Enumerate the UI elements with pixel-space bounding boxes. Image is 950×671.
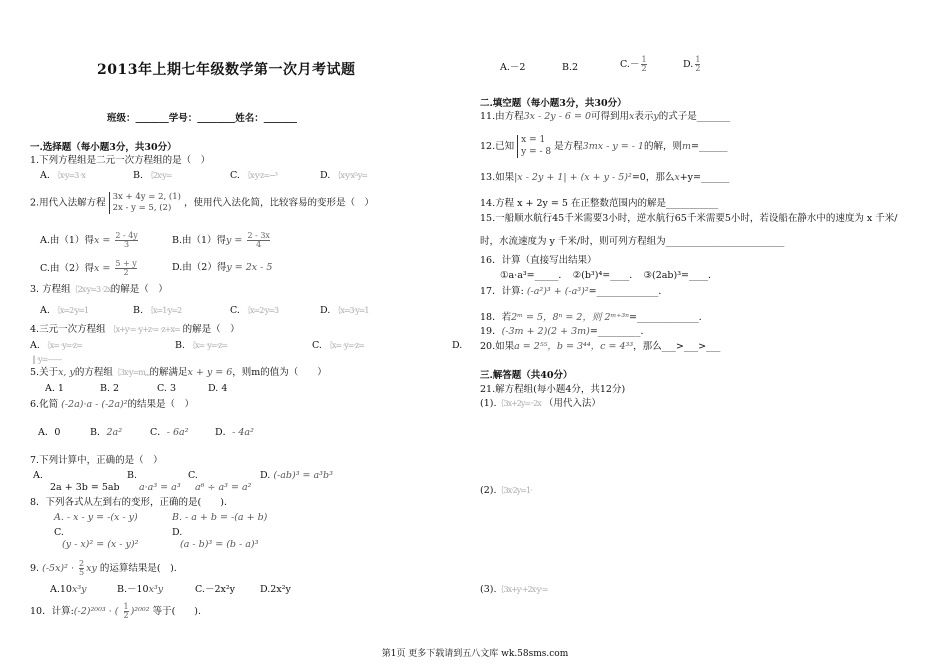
question-11: 11.由方程3x - 2y - 6 = 0可得到用x表示y的式子是_______ xyxy=(480,111,731,122)
q3-option-b: B. ｛x=1·y=2 xyxy=(133,305,182,316)
question-16-items: ①a·a³=_____． ②(b³)⁴=____． ③(2ab)³=____． xyxy=(500,270,718,281)
q3-option-c: C. ｛x=2·y=3 xyxy=(230,305,279,316)
q7-option-a: A. 2a + 3b = 5ab xyxy=(33,470,120,493)
q5-option-c: C. 3 xyxy=(157,383,177,394)
q7-option-b: B. a·a³ = a³ xyxy=(127,470,181,493)
q5-option-d: D. 4 xyxy=(208,383,228,394)
question-20: 20.如果a = 2⁵⁵，b = 3⁴⁴，c = 4³³，那么___>___>___ xyxy=(480,341,721,352)
q6-option-a: A．0 xyxy=(38,427,61,438)
section-1-heading: 一.选择题（每小题3分，共30分） xyxy=(30,142,177,153)
question-16: 16．计算（直接写出结果） xyxy=(480,255,597,266)
student-info: 班级：_______学号：________姓名：_______ xyxy=(107,113,298,124)
q10-option-c: C.－ $\frac{1}{2}$ xyxy=(620,55,647,73)
q7-option-c: C. a⁶ ÷ a³ = a² xyxy=(188,470,252,493)
question-21: 21.解方程组(每小题4分，共12分) xyxy=(480,384,626,395)
question-5: 5.关于x, y的方程组｛3x·y=m,,,的解满足x + y = 6，则m的值为（ ） xyxy=(30,367,327,378)
question-15-line-1: 15.一船顺水航行45千米需要3小时，逆水航行65千米需要5小时，若设船在静水中的速度为 x 千米/ xyxy=(480,213,898,224)
q3-option-d: D. ｛x=3·y=1 xyxy=(320,305,369,316)
q1-option-d: D. ｛x·y·x²·y= xyxy=(320,170,367,181)
question-1: 1.下列方程组是二元一次方程组的是（ ） xyxy=(30,155,211,166)
q5-option-a: A. 1 xyxy=(45,383,64,394)
question-10: 10．计算:(-2)²⁰⁰³ · ( $\frac{1}{2}$ )²⁰⁰² 等于( ). xyxy=(30,602,202,620)
question-21-3: (3).｛3x+y·+2x·y·= xyxy=(480,584,548,595)
question-18: 18．若2ᵐ = 5，8ⁿ = 2，则 2ᵐ⁺³ⁿ=_____________． xyxy=(480,312,709,323)
question-13: 13.如果|x - 2y + 1| + (x + y - 5)²=0，那么x+y=______ xyxy=(480,172,730,183)
q4-option-d: D. xyxy=(452,340,463,351)
question-21-1: (1).｛3x+2y=··2x （用代入法） xyxy=(480,398,601,409)
q4-option-a: A. ｛x= ·y=·z= xyxy=(30,340,82,351)
question-17: 17．计算: (-a²)³ + (-a³)²=_____________． xyxy=(480,286,668,297)
q8-option-d: D. (a - b)³ = (b - a)³ xyxy=(172,527,259,550)
q10-option-d: D. $\frac{1}{2}$ xyxy=(683,55,701,73)
question-14: 14.方程 x + 2y = 5 在正整数范围内的解是___________ xyxy=(480,198,719,209)
q6-option-b: B．2a² xyxy=(90,427,123,438)
section-2-heading: 二.填空题（每小题3分，共30分） xyxy=(480,98,627,109)
q9-option-d: D.2x²y xyxy=(260,584,291,595)
question-2: 2.用代入法解方程 3x + 4y = 2, (1) 2x - y = 5, (2) ，使用代入法化简，比较容易的变形是（ ） xyxy=(30,192,374,214)
q3-option-a: A. ｛x=2·y=1 xyxy=(40,305,89,316)
q8-option-c: C. (y - x)² = (x - y)² xyxy=(54,527,139,550)
question-12: 12.已知 x = 1 y = - 8 是方程3mx - y = - 1的解，则m=______ xyxy=(480,135,728,157)
question-3: 3. 方程组｛2x·y=3 ·2x的解是（ ） xyxy=(30,284,168,295)
q2-option-a: A.由（1）得x = $\frac{2 - 4y}{3}$ xyxy=(40,231,138,249)
q1-option-a: A. ｛x·y=3 ·x xyxy=(40,170,85,181)
question-15-line-2: 时，水流速度为 y 千米/时，则可列方程组为_________________________ xyxy=(480,236,785,247)
question-9: 9. (-5x)² · $\frac{2}{5}$ xy 的运算结果是( ). xyxy=(30,559,177,577)
q2-option-c: C.由（2）得x = $\frac{5 + y}{2}$ xyxy=(40,259,137,277)
question-19: 19．(-3m + 2)(2 + 3m)=_________． xyxy=(480,326,651,337)
question-8: 8．下列各式从左到右的变形，正确的是( )． xyxy=(30,497,234,508)
q1-option-b: B. ｛2x·y= xyxy=(133,170,172,181)
q7-option-d: D. (-ab)³ = a³b³ xyxy=(260,470,333,481)
q1-option-c: C. ｛x·y·z=−³ xyxy=(230,170,277,181)
q6-option-c: C．- 6a² xyxy=(150,427,189,438)
section-3-heading: 三.解答题（共40分） xyxy=(480,370,573,381)
q4-option-b: B. ｛x= ·y=·z= xyxy=(175,340,228,351)
q2-option-d: D.由（2）得y = 2x - 5 xyxy=(172,262,273,273)
question-6: 6.化简 (-2a)·a - (-2a)²的结果是（ ） xyxy=(30,399,195,410)
page-footer: 第1页 更多下载请到五八文库 wk.58sms.com xyxy=(381,649,569,659)
q9-option-c: C.－2x²y xyxy=(195,584,236,595)
q4-option-d-system: ‖ ·y=—— xyxy=(32,355,62,364)
q8-option-b: B. - a + b = -(a + b) xyxy=(172,512,268,523)
q9-option-b: B.－10x³y xyxy=(117,584,164,595)
q6-option-d: D．- 4a² xyxy=(215,427,254,438)
exam-title: 2013年上期七年级数学第一次月考试题 xyxy=(97,62,356,78)
question-4: 4.三元一次方程组 ｛x+y·= ·y+z·= ·z+x= 的解是（ ） xyxy=(30,324,240,335)
q10-option-b: B.2 xyxy=(562,62,579,73)
q5-option-b: B. 2 xyxy=(100,383,120,394)
q10-option-a: A.－2 xyxy=(500,62,526,73)
q8-option-a: A. - x - y = -(x - y) xyxy=(54,512,138,523)
question-7: 7.下列计算中，正确的是（ ） xyxy=(30,455,163,466)
q2-option-b: B.由（1）得y = $\frac{2 - 3x}{4}$ xyxy=(172,231,270,249)
q4-option-c: C. ｛x= ·y=·z= xyxy=(312,340,364,351)
q9-option-a: A.10x³y xyxy=(50,584,87,595)
question-21-2: (2).｛3x·2y=1· xyxy=(480,485,532,496)
